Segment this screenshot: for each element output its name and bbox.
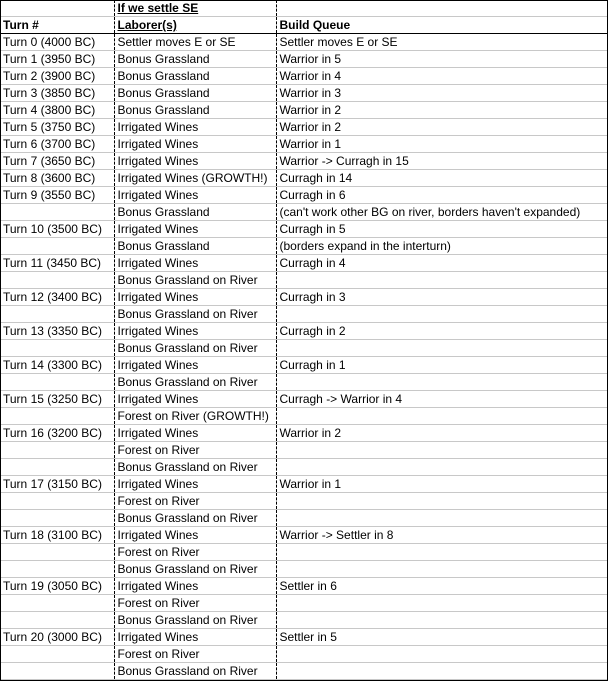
laborer-cell[interactable]: Irrigated Wines <box>114 357 276 374</box>
table-row <box>0 289 608 306</box>
turn-cell[interactable]: Turn 4 (3800 BC) <box>0 102 114 119</box>
turn-cell[interactable] <box>0 612 114 629</box>
laborer-cell[interactable]: Bonus Grassland <box>114 102 276 119</box>
turn-cell[interactable] <box>0 493 114 510</box>
sheet-title[interactable]: If we settle SE <box>114 0 276 17</box>
laborer-cell[interactable]: Forest on River <box>114 646 276 663</box>
laborer-cell[interactable]: Irrigated Wines <box>114 187 276 204</box>
turn-cell[interactable]: Turn 19 (3050 BC) <box>0 578 114 595</box>
build-queue-cell[interactable]: Warrior -> Settler in 8 <box>276 527 608 544</box>
build-queue-cell[interactable]: Curragh in 1 <box>276 357 608 374</box>
laborer-cell[interactable]: Irrigated Wines <box>114 153 276 170</box>
laborer-cell[interactable]: Forest on River (GROWTH!) <box>114 408 276 425</box>
build-queue-cell[interactable]: Warrior in 3 <box>276 85 608 102</box>
header-laborers[interactable]: Laborer(s) <box>114 17 276 34</box>
build-queue-cell[interactable]: Curragh in 4 <box>276 255 608 272</box>
turn-cell[interactable] <box>0 459 114 476</box>
build-queue-cell[interactable] <box>276 646 608 663</box>
turn-cell[interactable] <box>0 306 114 323</box>
turn-cell[interactable] <box>0 442 114 459</box>
laborer-cell[interactable]: Bonus Grassland <box>114 85 276 102</box>
table-row <box>0 153 608 170</box>
build-queue-cell[interactable]: Warrior in 2 <box>276 119 608 136</box>
laborer-cell[interactable]: Bonus Grassland on River <box>114 561 276 578</box>
build-queue-cell[interactable]: Curragh in 6 <box>276 187 608 204</box>
laborer-cell[interactable]: Bonus Grassland on River <box>114 612 276 629</box>
laborer-cell[interactable]: Irrigated Wines <box>114 119 276 136</box>
table-row <box>0 238 608 255</box>
laborer-cell[interactable]: Irrigated Wines <box>114 425 276 442</box>
turn-cell[interactable]: Turn 20 (3000 BC) <box>0 629 114 646</box>
table-row <box>0 544 608 561</box>
table-row <box>0 493 608 510</box>
laborer-cell[interactable]: Settler moves E or SE <box>114 34 276 51</box>
build-queue-cell[interactable]: Warrior in 2 <box>276 102 608 119</box>
table-row <box>0 170 608 187</box>
build-queue-cell[interactable] <box>276 612 608 629</box>
build-queue-cell[interactable]: Curragh in 5 <box>276 221 608 238</box>
laborer-cell[interactable]: Bonus Grassland on River <box>114 510 276 527</box>
table-row <box>0 663 608 680</box>
build-queue-cell[interactable]: Warrior in 1 <box>276 476 608 493</box>
build-queue-cell[interactable] <box>276 408 608 425</box>
build-queue-cell[interactable] <box>276 595 608 612</box>
table-row <box>0 442 608 459</box>
turn-cell[interactable]: Turn 10 (3500 BC) <box>0 221 114 238</box>
turn-cell[interactable] <box>0 408 114 425</box>
table-row <box>0 34 608 51</box>
table-row <box>0 204 608 221</box>
laborer-cell[interactable]: Bonus Grassland on River <box>114 272 276 289</box>
table-row <box>0 340 608 357</box>
laborer-cell[interactable]: Bonus Grassland on River <box>114 306 276 323</box>
turn-cell[interactable] <box>0 595 114 612</box>
build-queue-cell[interactable]: Settler moves E or SE <box>276 34 608 51</box>
build-queue-cell[interactable]: Warrior in 2 <box>276 425 608 442</box>
header-turn[interactable]: Turn # <box>0 17 114 34</box>
table-row <box>0 527 608 544</box>
title-blank-cell[interactable] <box>0 0 114 17</box>
build-queue-cell[interactable] <box>276 272 608 289</box>
table-row <box>0 323 608 340</box>
turn-cell[interactable]: Turn 3 (3850 BC) <box>0 85 114 102</box>
table-row <box>0 459 608 476</box>
build-queue-cell[interactable]: Warrior in 5 <box>276 51 608 68</box>
table-row <box>0 561 608 578</box>
laborer-cell[interactable]: Irrigated Wines <box>114 578 276 595</box>
build-queue-cell[interactable]: Warrior -> Curragh in 15 <box>276 153 608 170</box>
turn-cell[interactable]: Turn 16 (3200 BC) <box>0 425 114 442</box>
laborer-cell[interactable]: Forest on River <box>114 493 276 510</box>
build-queue-cell[interactable] <box>276 459 608 476</box>
table-row <box>0 68 608 85</box>
table-row <box>0 595 608 612</box>
laborer-cell[interactable]: Bonus Grassland <box>114 204 276 221</box>
table-row <box>0 374 608 391</box>
turn-cell[interactable]: Turn 5 (3750 BC) <box>0 119 114 136</box>
laborer-cell[interactable]: Forest on River <box>114 442 276 459</box>
turn-cell[interactable] <box>0 204 114 221</box>
laborer-cell[interactable]: Irrigated Wines <box>114 255 276 272</box>
turn-cell[interactable]: Turn 2 (3900 BC) <box>0 68 114 85</box>
build-queue-cell[interactable] <box>276 374 608 391</box>
turn-cell[interactable] <box>0 646 114 663</box>
build-queue-cell[interactable] <box>276 340 608 357</box>
turn-cell[interactable]: Turn 14 (3300 BC) <box>0 357 114 374</box>
turn-cell[interactable]: Turn 17 (3150 BC) <box>0 476 114 493</box>
turn-cell[interactable] <box>0 238 114 255</box>
laborer-cell[interactable]: Irrigated Wines (GROWTH!) <box>114 170 276 187</box>
laborer-cell[interactable]: Bonus Grassland <box>114 68 276 85</box>
turn-cell[interactable] <box>0 374 114 391</box>
laborer-cell[interactable]: Bonus Grassland <box>114 51 276 68</box>
table-row <box>0 51 608 68</box>
build-queue-cell[interactable] <box>276 544 608 561</box>
turn-cell[interactable]: Turn 13 (3350 BC) <box>0 323 114 340</box>
table-row <box>0 136 608 153</box>
table-row <box>0 612 608 629</box>
turn-cell[interactable]: Turn 15 (3250 BC) <box>0 391 114 408</box>
laborer-cell[interactable]: Irrigated Wines <box>114 629 276 646</box>
table-row <box>0 646 608 663</box>
turn-cell[interactable]: Turn 7 (3650 BC) <box>0 153 114 170</box>
build-queue-cell[interactable] <box>276 306 608 323</box>
table-row <box>0 476 608 493</box>
turn-cell[interactable]: Turn 8 (3600 BC) <box>0 170 114 187</box>
laborer-cell[interactable]: Irrigated Wines <box>114 323 276 340</box>
table-row <box>0 578 608 595</box>
build-queue-cell[interactable]: (borders expand in the interturn) <box>276 238 608 255</box>
build-queue-cell[interactable] <box>276 442 608 459</box>
turn-cell[interactable]: Turn 11 (3450 BC) <box>0 255 114 272</box>
build-queue-cell[interactable] <box>276 663 608 680</box>
laborer-cell[interactable]: Bonus Grassland on River <box>114 340 276 357</box>
table-row <box>0 629 608 646</box>
header-build-queue[interactable]: Build Queue <box>276 17 608 34</box>
turn-cell[interactable]: Turn 9 (3550 BC) <box>0 187 114 204</box>
laborer-cell[interactable]: Irrigated Wines <box>114 289 276 306</box>
laborer-cell[interactable]: Forest on River <box>114 595 276 612</box>
table-row <box>0 221 608 238</box>
laborer-cell[interactable]: Bonus Grassland <box>114 238 276 255</box>
laborer-cell[interactable]: Irrigated Wines <box>114 136 276 153</box>
build-queue-cell[interactable]: Curragh in 14 <box>276 170 608 187</box>
build-queue-cell[interactable]: Warrior in 1 <box>276 136 608 153</box>
turn-cell[interactable]: Turn 18 (3100 BC) <box>0 527 114 544</box>
turn-cell[interactable]: Turn 12 (3400 BC) <box>0 289 114 306</box>
build-queue-cell[interactable]: Curragh -> Warrior in 4 <box>276 391 608 408</box>
title-blank-cell[interactable] <box>276 0 608 17</box>
build-queue-cell[interactable]: (can't work other BG on river, borders haven't expanded) <box>276 204 608 221</box>
turn-cell[interactable]: Turn 1 (3950 BC) <box>0 51 114 68</box>
turn-cell[interactable] <box>0 561 114 578</box>
turn-cell[interactable] <box>0 510 114 527</box>
build-queue-cell[interactable]: Curragh in 3 <box>276 289 608 306</box>
turn-cell[interactable]: Turn 0 (4000 BC) <box>0 34 114 51</box>
build-queue-cell[interactable]: Warrior in 4 <box>276 68 608 85</box>
table-row <box>0 306 608 323</box>
table-row <box>0 272 608 289</box>
build-queue-cell[interactable]: Curragh in 2 <box>276 323 608 340</box>
table-row <box>0 408 608 425</box>
laborer-cell[interactable]: Irrigated Wines <box>114 476 276 493</box>
build-queue-cell[interactable] <box>276 561 608 578</box>
header-row <box>0 17 608 34</box>
laborer-cell[interactable]: Irrigated Wines <box>114 221 276 238</box>
laborer-cell[interactable]: Irrigated Wines <box>114 391 276 408</box>
turn-cell[interactable] <box>0 340 114 357</box>
turn-cell[interactable] <box>0 663 114 680</box>
build-queue-cell[interactable] <box>276 510 608 527</box>
table-row <box>0 357 608 374</box>
table-row <box>0 425 608 442</box>
turn-cell[interactable] <box>0 272 114 289</box>
build-queue-cell[interactable] <box>276 493 608 510</box>
turn-cell[interactable]: Turn 6 (3700 BC) <box>0 136 114 153</box>
table-row <box>0 119 608 136</box>
laborer-cell[interactable]: Forest on River <box>114 544 276 561</box>
laborer-cell[interactable]: Bonus Grassland on River <box>114 459 276 476</box>
laborer-cell[interactable]: Bonus Grassland on River <box>114 374 276 391</box>
table-row <box>0 85 608 102</box>
table-row <box>0 187 608 204</box>
table-row <box>0 391 608 408</box>
table-row <box>0 102 608 119</box>
table-row <box>0 510 608 527</box>
turn-cell[interactable] <box>0 544 114 561</box>
build-queue-cell[interactable]: Settler in 5 <box>276 629 608 646</box>
table-row <box>0 255 608 272</box>
laborer-cell[interactable]: Bonus Grassland on River <box>114 663 276 680</box>
build-queue-cell[interactable]: Settler in 6 <box>276 578 608 595</box>
laborer-cell[interactable]: Irrigated Wines <box>114 527 276 544</box>
title-row <box>0 0 608 17</box>
